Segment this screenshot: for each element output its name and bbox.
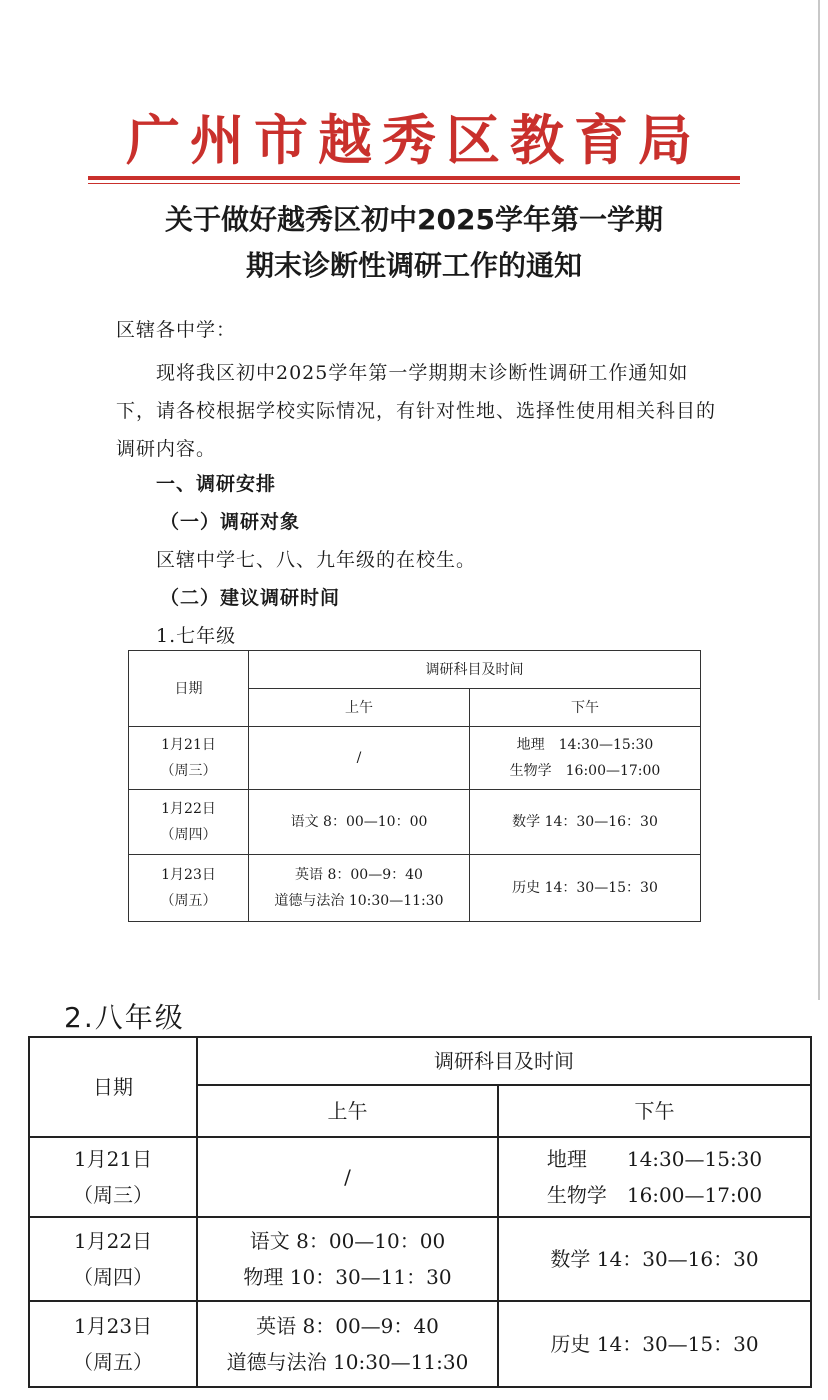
am-cell: 英语 8：00—9：40 道德与法治 10:30—11:30 <box>197 1301 498 1387</box>
table-row <box>29 1217 811 1301</box>
header-pm: 下午 <box>498 1085 811 1137</box>
pm-cell: 历史 14：30—15：30 <box>498 1301 811 1387</box>
table-row <box>129 790 701 855</box>
am-cell: 语文 8：00—10：00 物理 10：30—11：30 <box>197 1217 498 1301</box>
grade8-label: 2.八年级 <box>64 1001 185 1034</box>
date-cell: 1月22日 （周四） <box>129 790 249 855</box>
header-subjects: 调研科目及时间 <box>249 651 701 689</box>
subsection-heading-targets: （一）调研对象 <box>160 511 301 533</box>
intro-text: 现将我区初中2025学年第一学期期末诊断性调研工作通知如下，请各校根据学校实际情况，有针对性地、选择性使用相关科目的调研内容。 <box>116 362 717 460</box>
am-cell: 语文 8：00—10：00 <box>249 790 470 855</box>
date-cell: 1月22日 （周四） <box>29 1217 197 1301</box>
pm-cell: 地理 14:30—15:30 生物学 16:00—17:00 <box>498 1137 811 1217</box>
table-row <box>129 727 701 790</box>
date-cell: 1月23日 （周五） <box>29 1301 197 1387</box>
am-cell: 英语 8：00—9：40 道德与法治 10:30—11:30 <box>249 855 470 922</box>
grade8-schedule-table <box>28 1036 812 1388</box>
table-row <box>29 1301 811 1387</box>
table-row <box>129 855 701 922</box>
date-cell: 1月21日 （周三） <box>129 727 249 790</box>
header-am: 上午 <box>249 689 470 727</box>
header-am: 上午 <box>197 1085 498 1137</box>
pm-cell: 数学 14：30—16：30 <box>470 790 701 855</box>
date-cell: 1月23日 （周五） <box>129 855 249 922</box>
header-pm: 下午 <box>470 689 701 727</box>
doc-title-line-2: 期末诊断性调研工作的通知 <box>245 249 582 282</box>
grade7-schedule-table <box>128 650 701 922</box>
header-date: 日期 <box>129 651 249 727</box>
date-cell: 1月21日 （周三） <box>29 1137 197 1217</box>
section-heading: 一、调研安排 <box>156 473 277 495</box>
targets-text: 区辖中学七、八、九年级的在校生。 <box>156 549 477 571</box>
header-rule-thin <box>88 183 740 184</box>
table-row <box>29 1137 811 1217</box>
salutation: 区辖各中学： <box>116 319 237 341</box>
subsection-heading-schedule: （二）建议调研时间 <box>160 587 341 609</box>
header-subjects: 调研科目及时间 <box>197 1037 811 1085</box>
page-edge <box>818 0 820 1000</box>
doc-title-line-1: 关于做好越秀区初中2025学年第一学期 <box>165 203 663 236</box>
header-date: 日期 <box>29 1037 197 1137</box>
pm-cell: 历史 14：30—15：30 <box>470 855 701 922</box>
am-cell: / <box>249 727 470 790</box>
pm-cell: 地理 14:30—15:30 生物学 16:00—17:00 <box>470 727 701 790</box>
grade7-label: 1.七年级 <box>156 625 237 647</box>
pm-cell: 数学 14：30—16：30 <box>498 1217 811 1301</box>
header-rule-thick <box>88 176 740 180</box>
intro-paragraph <box>116 354 716 468</box>
agency-header: 广州市越秀区教育局 <box>126 108 702 172</box>
am-cell: / <box>197 1137 498 1217</box>
